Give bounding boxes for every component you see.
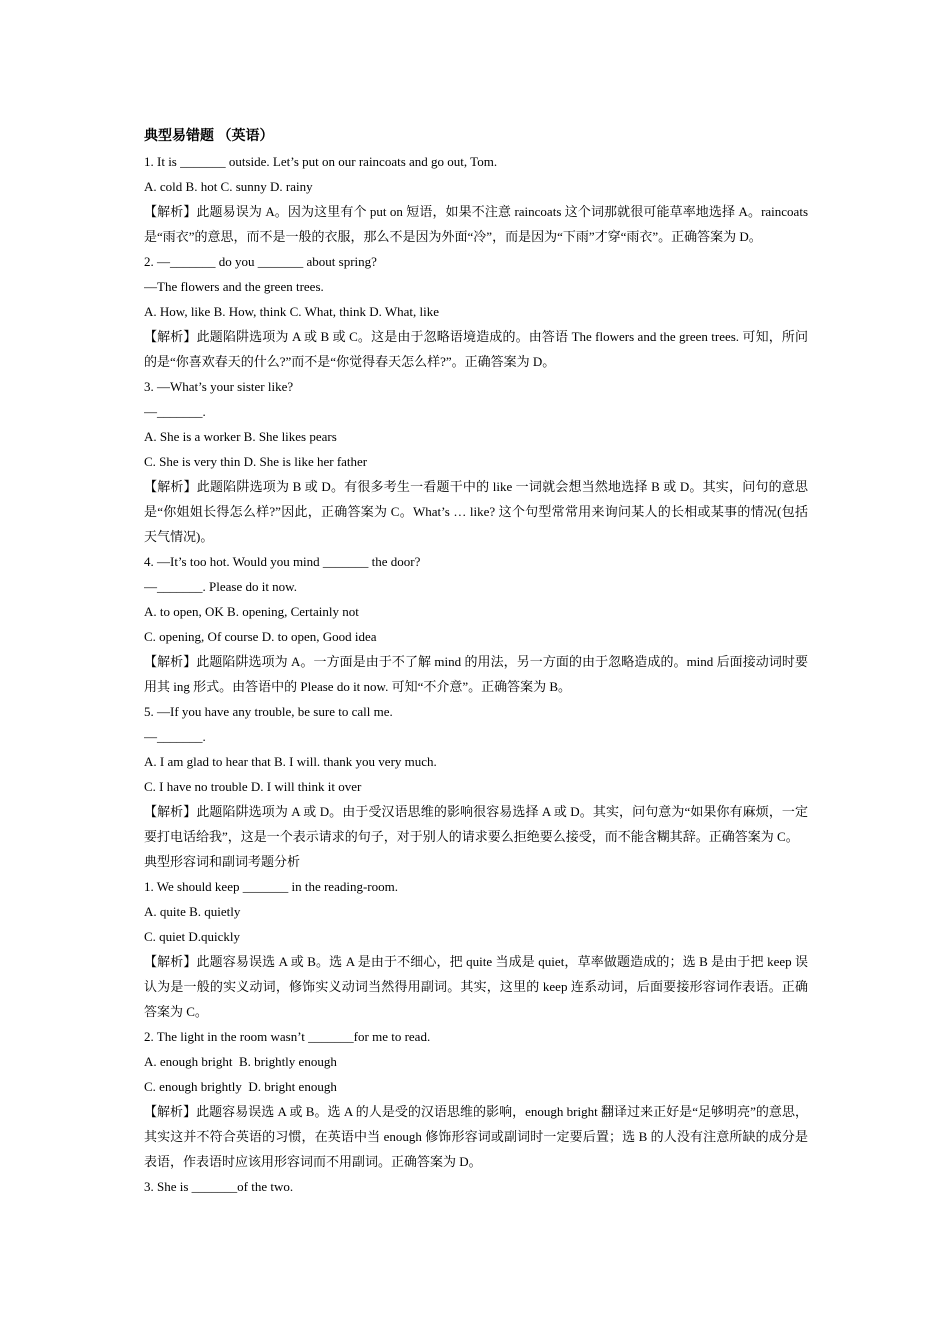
question-4-stem: 4. —It’s too hot. Would you mind _______ the door?: [144, 554, 421, 569]
question-1-options: A. cold B. hot C. sunny D. rainy: [144, 179, 313, 194]
page-title: 典型易错题 （英语）: [144, 129, 274, 144]
question-5-stem: 5. —If you have any trouble, be sure to call me.: [144, 704, 393, 719]
question-5-reply: —_______.: [144, 729, 206, 744]
question-4-analysis: 【解析】此题陷阱选项为 A。一方面是由于不了解 mind 的用法，另一方面的由于忽略造成的。mind 后面接动词时要用其 ing 形式。由答语中的 Please do it now. 可知“不介意”。正确答案为 B。: [144, 654, 808, 694]
question-3-options-cd: C. She is very thin D. She is like her father: [144, 454, 368, 469]
adj-question-2-analysis: 【解析】此题容易误选 A 或 B。选 A 的人是受的汉语思维的影响，enough bright 翻译过来正好是“足够明亮”的意思，其实这并不符合英语的习惯，在英语中当 enough 修饰形容词或副词时一定要后置；选 B 的人没有注意所缺的成分是表语，作表语时应该用形容词而不用副词。正确答案为 D。: [144, 1104, 808, 1169]
adj-question-1-stem: 1. We should keep _______ in the reading-room.: [144, 879, 398, 894]
question-1-analysis: 【解析】此题易误为 A。因为这里有个 put on 短语，如果不注意 raincoats 这个词那就很可能草率地选择 A。raincoats 是“雨衣”的意思，而不是一般的衣服，那么不是因为外面“冷”，而是因为“下雨”才穿“雨衣”。正确答案为 D。: [144, 204, 808, 244]
adj-question-1-analysis: 【解析】此题容易误选 A 或 B。选 A 是由于不细心，把 quite 当成是 quiet，草率做题造成的；选 B 是由于把 keep 误认为是一般的实义动词，修饰实义动词当然得用副词。其实，这里的 keep 连系动词，后面要接形容词作表语。正确答案为 C。: [144, 954, 808, 1019]
adj-question-2-options-ab: A. enough bright B. brightly enough: [144, 1054, 337, 1069]
question-4-options-ab: A. to open, OK B. opening, Certainly not: [144, 604, 359, 619]
question-1-stem: 1. It is _______ outside. Let’s put on our raincoats and go out, Tom.: [144, 154, 498, 169]
adj-question-3-stem: 3. She is _______of the two.: [144, 1179, 294, 1194]
question-3-analysis: 【解析】此题陷阱选项为 B 或 D。有很多考生一看题干中的 like 一词就会想当然地选择 B 或 D。其实，问句的意思是“你姐姐长得怎么样?”因此，正确答案为 C。What’s … like? 这个句型常常用来询问某人的长相或某事的情况(包括天气情况)。: [144, 479, 808, 544]
adj-question-2-stem: 2. The light in the room wasn’t _______for me to read.: [144, 1029, 431, 1044]
question-3-stem: 3. —What’s your sister like?: [144, 379, 294, 394]
adj-question-1-options-cd: C. quiet D.quickly: [144, 929, 241, 944]
question-2-reply: —The flowers and the green trees.: [144, 279, 324, 294]
document-body: [144, 124, 808, 1199]
adj-question-2-options-cd: C. enough brightly D. bright enough: [144, 1079, 337, 1094]
adj-question-1-options-ab: A. quite B. quietly: [144, 904, 241, 919]
question-4-options-cd: C. opening, Of course D. to open, Good idea: [144, 629, 377, 644]
question-5-options-cd: C. I have no trouble D. I will think it over: [144, 779, 362, 794]
question-5-options-ab: A. I am glad to hear that B. I will. thank you very much.: [144, 754, 437, 769]
question-3-options-ab: A. She is a worker B. She likes pears: [144, 429, 337, 444]
question-5-analysis: 【解析】此题陷阱选项为 A 或 D。由于受汉语思维的影响很容易选择 A 或 D。其实，问句意为“如果你有麻烦，一定要打电话给我”，这是一个表示请求的句子，对于别人的请求要么拒绝要么接受，而不能含糊其辞。正确答案为 C。: [144, 804, 808, 844]
section-2-heading: 典型形容词和副词考题分析: [144, 854, 301, 869]
question-3-reply: —_______.: [144, 404, 206, 419]
question-2-stem: 2. —_______ do you _______ about spring?: [144, 254, 377, 269]
question-2-options: A. How, like B. How, think C. What, think D. What, like: [144, 304, 440, 319]
question-2-analysis: 【解析】此题陷阱选项为 A 或 B 或 C。这是由于忽略语境造成的。由答语 The flowers and the green trees. 可知，所问的是“你喜欢春天的什么?”而不是“你觉得春天怎么样?”。正确答案为 D。: [144, 329, 808, 369]
question-4-reply: —_______. Please do it now.: [144, 579, 297, 594]
